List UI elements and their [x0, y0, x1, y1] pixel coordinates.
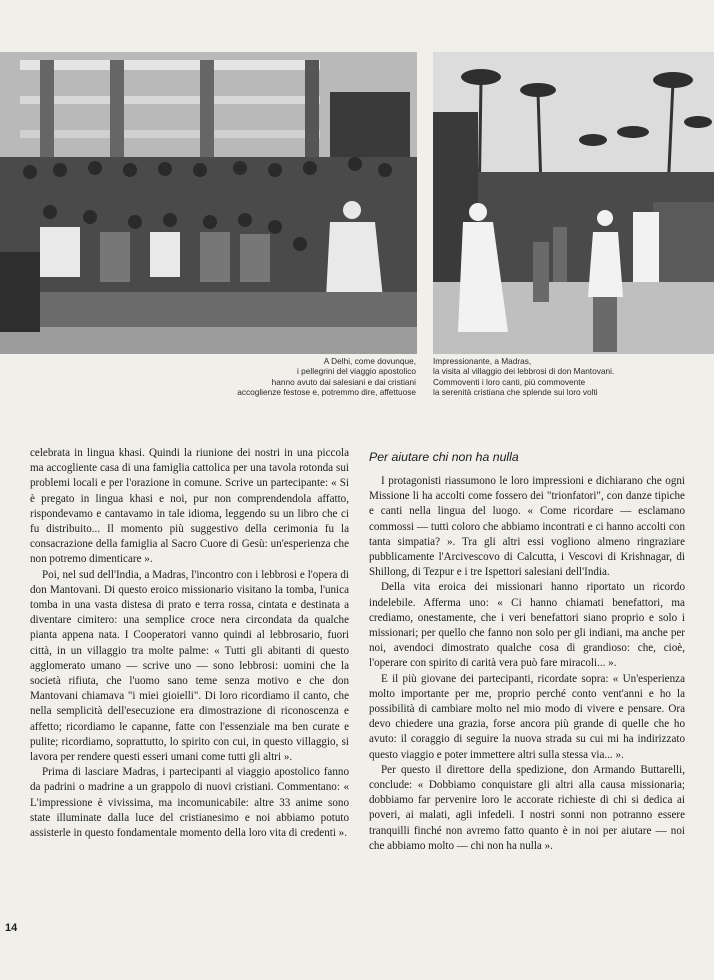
section-heading: Per aiutare chi non ha nulla [369, 450, 519, 464]
article-paragraph: Poi, nel sud dell'India, a Madras, l'incontro con i lebbrosi e l'opera di don Mantovani. Di questo eroico missionario visitano la tomba, l'unica tomba in una vasta distesa di prato e terra rossa, cintata e destinata a diventare cimitero: una semplice croce nera circondata da qualche pianta appena nata. I Cooperatori vanno quindi al lebbrosario, fuori città, in un villaggio tra molte palme: « Tutti gli abitanti di questo agglomerato umano — scrive uno — sono lebbrosi: uomini che la società rifiuta, che l'uomo sano teme senza motivo e che don Mantovani chiamava "i miei gioielli". Di loro ricordiamo il canto, che nella semplicità dell'esecuzione era dimostrazione di riconoscenza e affetto; ricordiamo le capanne, fatte con l'essenziale ma ben curate e pulite; ricordiamo, soprattutto, lo spirito con cui, in questo villaggio, si lavora per rendere questi esseri umani come tutti gli altri ». [30, 568, 349, 764]
article-right-column [369, 450, 685, 854]
article-paragraph: E il più giovane dei partecipanti, ricordate sopra: « Un'esperienza molto importante per me, proprio perché conto vent'anni e ho la possibilità di cambiare molto nel mio modo di vivere e pensare. Ora devo chiedere una grazia, forse ancora più grande di quelle che ho avuto: il coraggio di seguire la nuova strada su cui mi ha indirizzato questo viaggio e poter immettere altri sulla stessa via... ». [369, 672, 685, 761]
caption-line: hanno avuto dai salesiani e dai cristiani [271, 376, 416, 387]
article-paragraph: Prima di lasciare Madras, i partecipanti al viaggio apostolico fanno da padrini o madrine a un grappolo di nuovi cristiani. Commentano: « L'impressione è vivissima, ma incomunicabile: altre 33 anime sono state illuminate dalla luce del cristianesimo e noi abbiamo potuto assisterle in questo fondamentale momento della loro vita di credenti ». [30, 766, 349, 840]
article-paragraph: I protagonisti riassumono le loro impressioni e dichiarano che ogni Missione li ha accolti come fossero dei "trionfatori", con danze tipiche e canti nella lingua del luogo. « Come ricordare — esclamano commossi — tutti coloro che abbiamo incontrati e ci hanno accolti con tanta simpatia? ». Tra gli altri essi vogliono almeno ringraziare pubblicamente l'Arcivescovo di Calcutta, i Vescovi di Krishnagar, di Shillong, di Tezpur e i tre Ispettori salesiani dell'India. [369, 475, 685, 579]
caption-line: Impressionante, a Madras, [433, 356, 532, 366]
photo-delhi-pilgrims-group [0, 52, 417, 354]
caption-line: la serenità cristiana che splende sui loro volti [433, 387, 598, 398]
article-paragraph: celebrata in lingua khasi. Quindi la riunione dei nostri in una piccola ma accogliente casa di una famiglia cattolica per una tavola rotonda sui problemi locali e per l'orazione in comune. Scrive un partecipante: « Si è pregato in lingua khasi e noi, pur non comprendendola affatto, rispondevamo e cantavamo in tale idioma, leggendo su un libro che ci fu distribuito... Il momento più suggestivo della cerimonia fu la consacrazione della famiglia al Sacro Cuore di Gesù: un'esperienza che non potremo dimenticare ». [30, 447, 349, 566]
article-left-column [30, 446, 349, 841]
caption-line: la visita al villaggio dei lebbrosi di don Mantovani. [433, 366, 615, 377]
page-number: 14 [5, 922, 18, 934]
article-paragraph: Per questo il direttore della spedizione, don Armando Buttarelli, conclude: « Dobbiamo conquistare gli altri alla causa missionaria; dobbiamo far pervenire loro le accorate richieste di chi si dedica ai poveri, ai malati, agli infedeli. I nostri sonni non potranno essere tranquilli finché non avremo fatto quanto è in noi per aiutare — noi che abbiamo molto — chi non ha nulla ». [369, 763, 685, 852]
photo-madras-leper-village [433, 52, 714, 354]
caption-line: i pellegrini del viaggio apostolico [297, 366, 416, 377]
article-paragraph: Della vita eroica dei missionari hanno riportato un ricordo indelebile. Afferma uno: « Ci hanno chiamati benefattori, ma crediamo, onestamente, che i veri benefattori siano proprio e solo i missionari; per quello che fanno non solo per gli indiani, ma anche per noi, avendoci dimostrato qualche cosa di grandioso: che, cioè, l'operare con spirito di carità vera può fare miracoli... ». [369, 581, 685, 670]
caption-madras-photo [433, 356, 709, 398]
caption-line: accoglienze festose e, potremmo dire, affettuose [237, 387, 416, 398]
caption-delhi-photo [160, 356, 416, 398]
caption-line: A Delhi, come dovunque, [323, 356, 416, 366]
caption-line: Commoventi i loro canti, più commovente [433, 376, 586, 387]
